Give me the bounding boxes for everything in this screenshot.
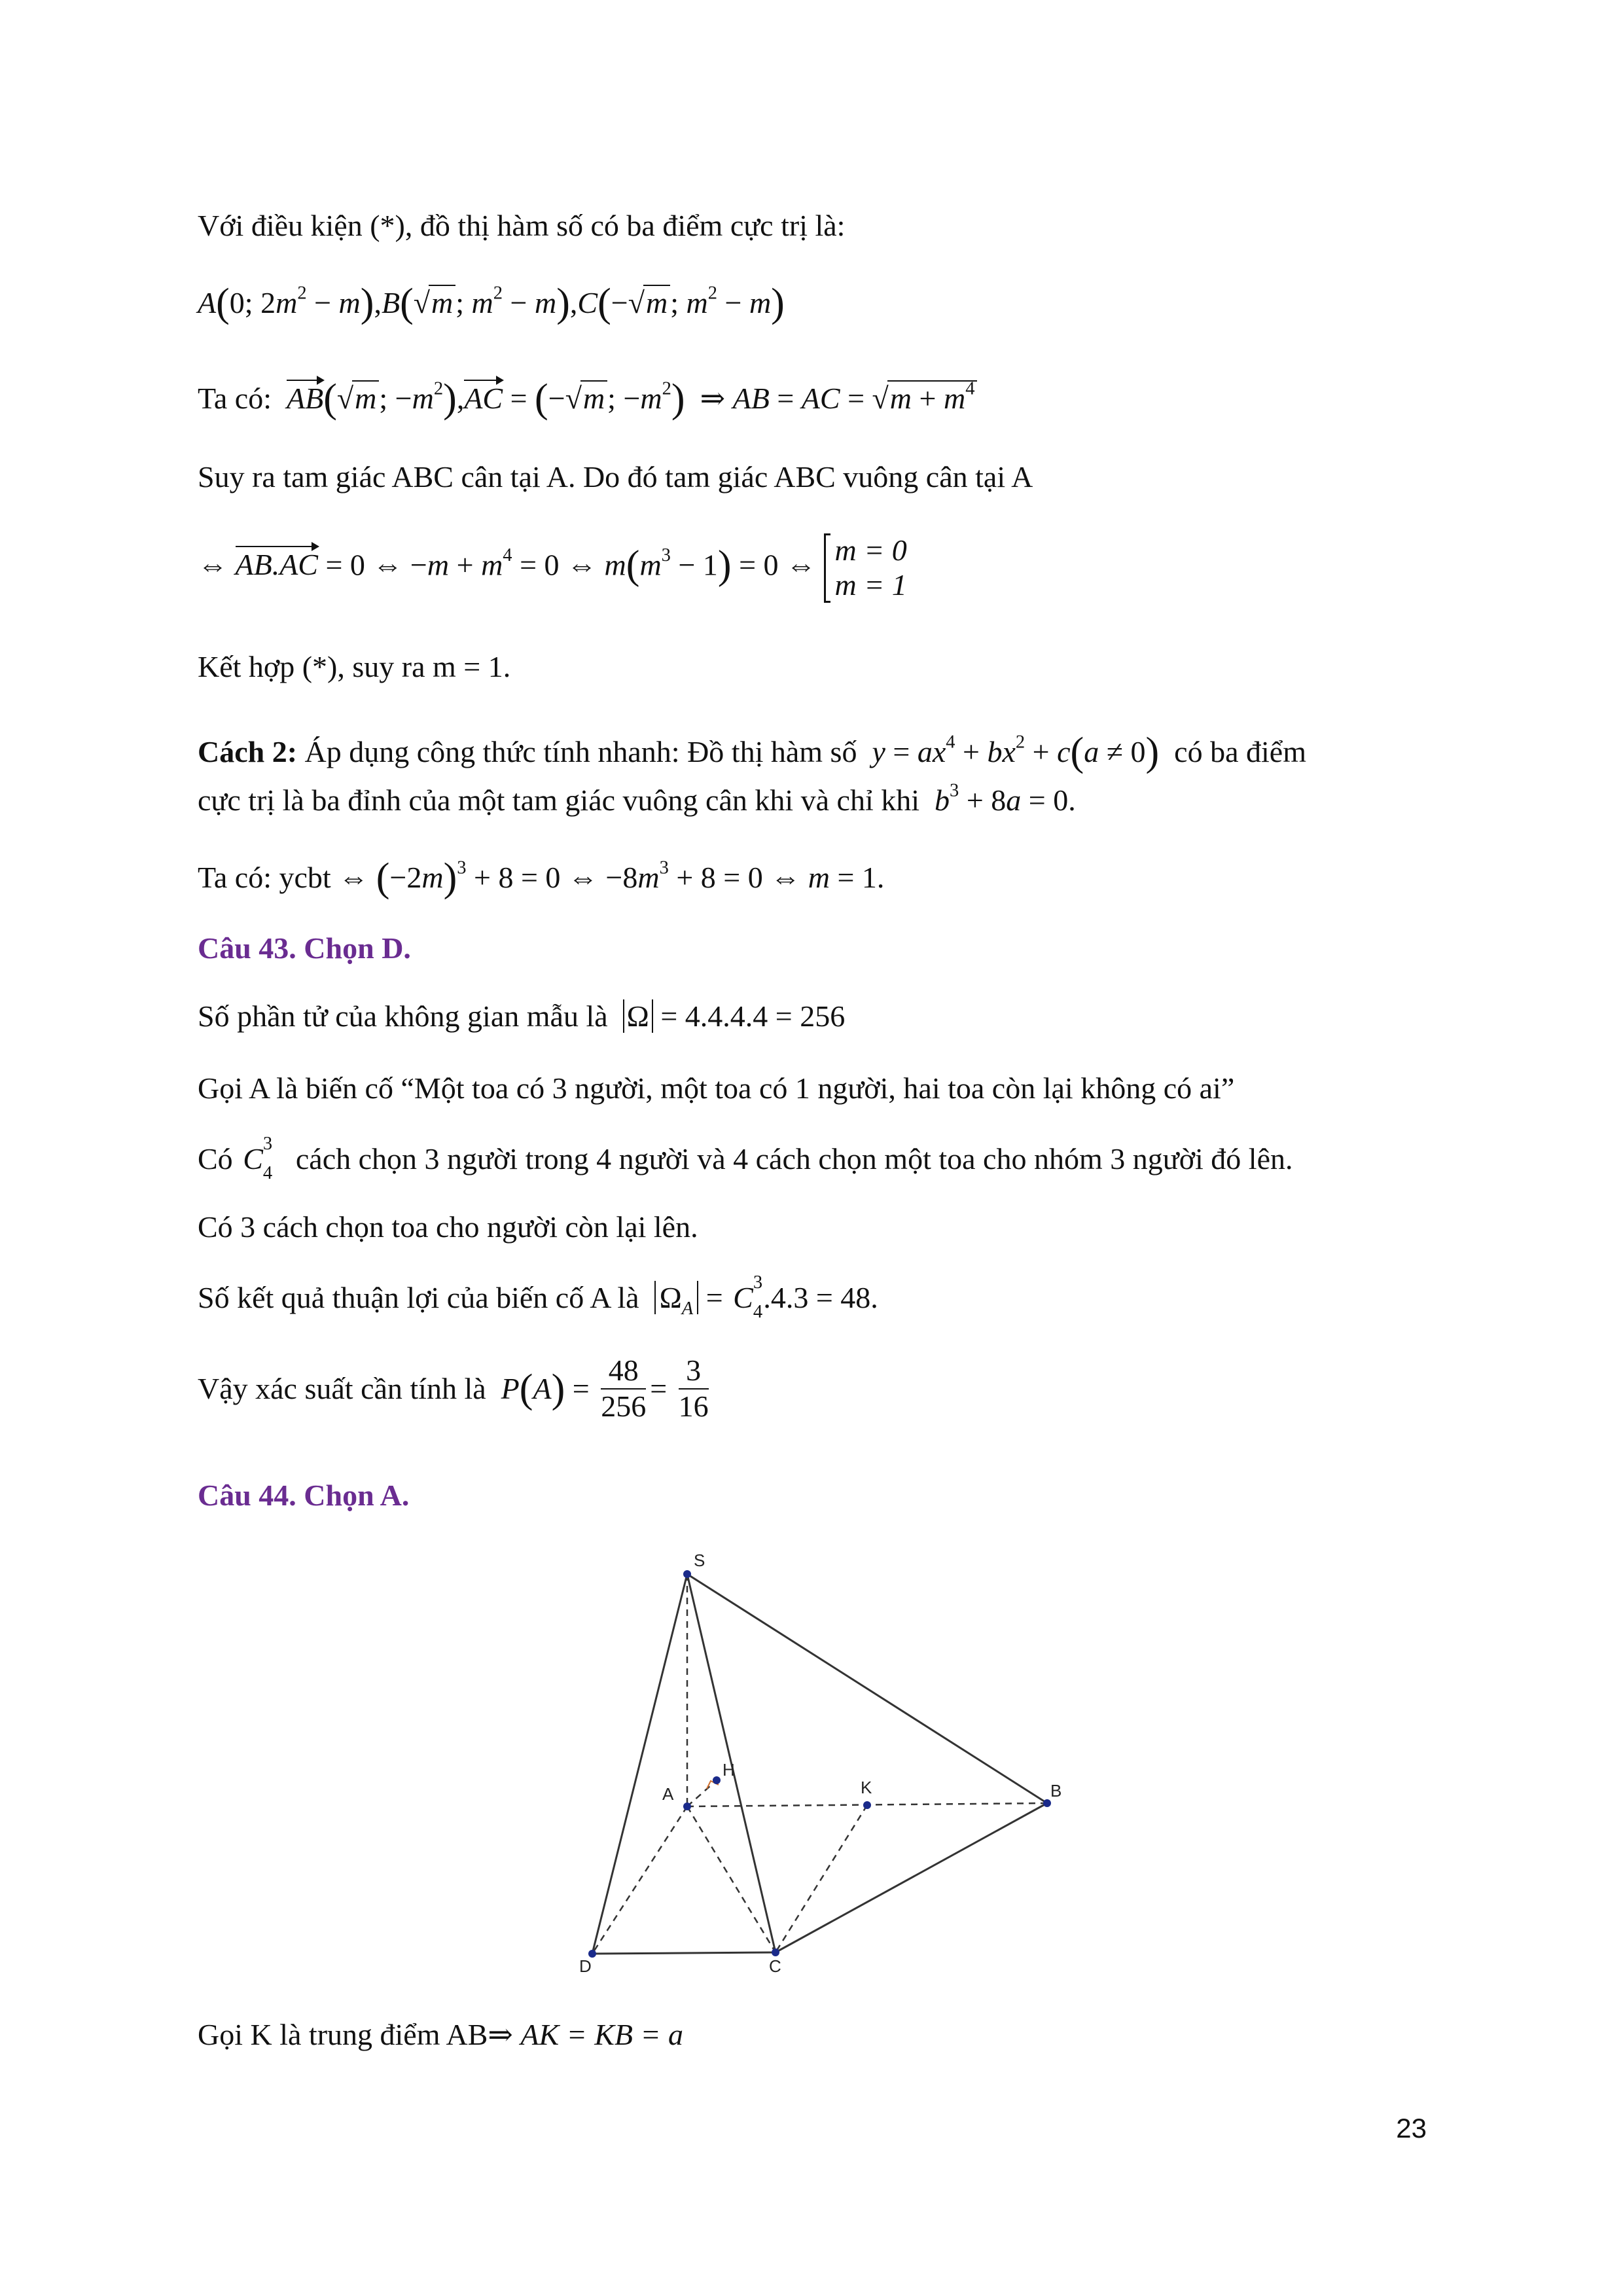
pyramid-diagram	[550, 1541, 1099, 1973]
line-4-text: Suy ra tam giác ABC cân tại A. Do đó tam giác ABC vuông cân tại A	[198, 460, 1033, 493]
omega-value: = 4.4.4.4 = 256	[660, 999, 846, 1033]
question-43-heading	[198, 933, 411, 963]
label-b: B	[1050, 1781, 1062, 1801]
cach-2-label: Cách 2:	[198, 735, 298, 769]
point-h	[713, 1776, 721, 1784]
cach-2-tail: có ba điểm	[1174, 735, 1306, 769]
label-s: S	[694, 1551, 705, 1570]
text-line-16: Gọi K là trung điểm AB⇒ AK = KB = a	[198, 2018, 684, 2051]
line-1-text: Với điều kiện (*), đồ thị hàm số có ba điểm cực trị là:	[198, 209, 846, 242]
sample-space-line: Số phần tử của không gian mẫu là Ω = 4.4.4.4 = 256	[198, 999, 846, 1033]
combination-line: Có C 3 4 cách chọn 3 người trong 4 người và 4 cách chọn một toa cho nhóm 3 người đó lên.	[198, 1134, 1293, 1184]
line-12-text: cách chọn 3 người trong 4 người và 4 cách chọn một toa cho nhóm 3 người đó lên.	[295, 1142, 1293, 1175]
favorable-outcomes-line: Số kết quả thuận lợi của biến cố A là $\Omega_A = C$ 3 4 .4.3 = 48.	[198, 1272, 878, 1323]
label-k: K	[861, 1778, 872, 1797]
case-2: m = 1	[834, 567, 907, 601]
cach-2-text: Áp dụng công thức tính nhanh: Đồ thị hàm số	[304, 735, 857, 769]
line-16-text: Gọi K là trung điểm AB	[198, 2018, 488, 2051]
point-a	[683, 1803, 691, 1810]
text-line-1	[198, 211, 845, 241]
extrema-points: A(0; $2m^2 - m),B(√m$; $m^2 - m),C(-√m$; $m^2 - m$)	[198, 281, 785, 325]
line-14-text: Số kết quả thuận lợi của biến cố A là	[198, 1281, 639, 1314]
point-k	[863, 1801, 871, 1809]
line-12-prefix: Có	[198, 1142, 233, 1175]
q44-text: Câu 44. Chọn A.	[198, 1479, 410, 1512]
line-10-text: Số phần tử của không gian mẫu là	[198, 999, 608, 1033]
text-line-8: cực trị là ba đỉnh của một tam giác vuông cân khi và chỉ khi $b^3 + 8a = 0$.	[198, 780, 1076, 817]
fraction-48-256: $\frac{48}{256}$	[601, 1354, 647, 1423]
point-s	[683, 1570, 691, 1578]
line-8-text: cực trị là ba đỉnh của một tam giác vuông cân khi và chỉ khi	[198, 783, 920, 817]
ak-kb-equation: AK = KB = a	[520, 2018, 684, 2051]
vectors-line: Ta có: AB (√m; $-m^2),AC$ = (−√m; $-m^2$) ⇒ AB = AC = $√m + m^4$	[198, 378, 977, 419]
text-line-13	[198, 1212, 698, 1242]
solution-cases	[824, 533, 907, 603]
label-h: H	[722, 1760, 735, 1780]
label-c: C	[769, 1956, 781, 1973]
text-line-6	[198, 652, 510, 682]
page-number: 23	[1396, 2113, 1427, 2144]
ycbt-line: Ta có: ycbt ⇔ $(-2m)^3 + 8 = 0$ ⇔ $-8m^3 + 8 = 0$ ⇔ m = 1.	[198, 855, 885, 900]
equivalence-line: ⇔ AB.AC = 0 ⇔ $-m + m^4 = 0$ ⇔ $m(m^3 - 1) = 0$ ⇔ m = 0 m = 1	[198, 533, 907, 601]
q43-text: Câu 43. Chọn D.	[198, 931, 411, 965]
text-line-4	[198, 462, 1033, 492]
line-15-text: Vậy xác suất cần tính là	[198, 1371, 486, 1405]
point-c	[772, 1948, 779, 1956]
line-13-text: Có 3 cách chọn toa cho người còn lại lên.	[198, 1210, 698, 1244]
question-44-heading	[198, 1480, 409, 1511]
cach-2-line: Cách 2: Áp dụng công thức tính nhanh: Đồ thị hàm số $y = ax^4 + bx^2 + c(a \ne 0)$ có ba điểm	[198, 730, 1306, 774]
ycbt-label: Ta có: ycbt	[198, 861, 331, 895]
label-d: D	[579, 1956, 592, 1973]
event-a-definition	[198, 1073, 1234, 1103]
omegaA-value: .4.3 = 48.	[763, 1281, 878, 1314]
probability-line: Vậy xác suất cần tính là P(A) = $\frac{48}{256}$ = $\frac{3}{16}$	[198, 1354, 709, 1423]
line-11-text: Gọi A là biến cố “Một toa có 3 người, một toa có 1 người, hai toa còn lại không có ai”	[198, 1071, 1235, 1105]
label-a: A	[662, 1784, 674, 1804]
case-1: m = 0	[834, 533, 907, 567]
line-6-text: Kết hợp (*), suy ra m = 1.	[198, 650, 511, 683]
fraction-3-16: $\frac{3}{16}$	[678, 1354, 709, 1423]
ta-co-label: Ta có:	[198, 382, 272, 416]
